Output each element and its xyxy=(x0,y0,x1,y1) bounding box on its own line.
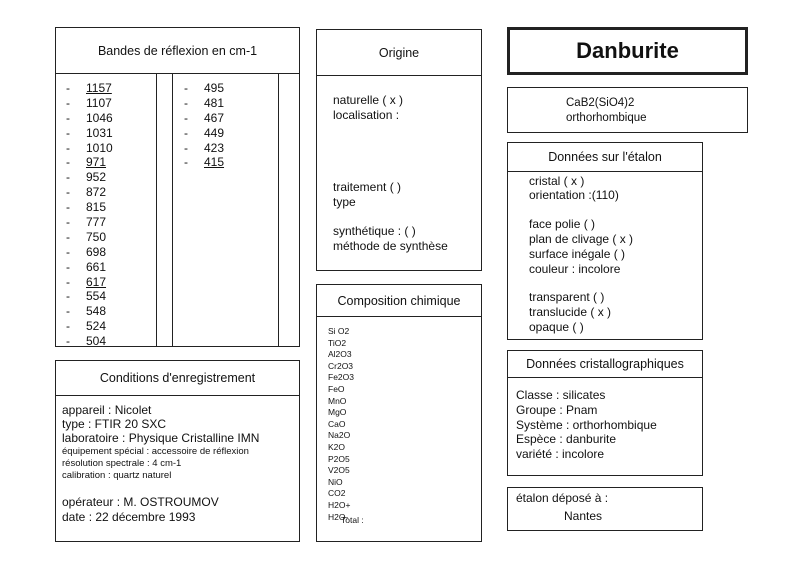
band-dash: - xyxy=(66,319,70,334)
depot-box xyxy=(507,487,703,531)
composition-item: CO2 xyxy=(328,488,346,499)
classe-field: Classe : silicates xyxy=(516,388,606,402)
band-dash: - xyxy=(184,95,188,110)
traitement-field: traitement ( ) xyxy=(333,180,402,194)
title-box xyxy=(507,27,748,75)
reflexion-band xyxy=(66,126,113,141)
total-label: Total : xyxy=(341,515,364,525)
reflexion-band xyxy=(66,289,113,304)
reflexion-band xyxy=(66,96,113,111)
date-field: date : 22 décembre 1993 xyxy=(62,510,196,524)
reflexion-band xyxy=(66,200,113,215)
reflexion-band xyxy=(66,260,113,275)
methode-field: méthode de synthèse xyxy=(333,239,448,253)
conditions-header: Conditions d'enregistrement xyxy=(56,361,299,396)
systeme-field: Système : orthorhombique xyxy=(516,418,657,432)
composition-item: CaO xyxy=(328,418,346,429)
band-dash: - xyxy=(66,229,70,244)
band-dash: - xyxy=(66,110,70,125)
composition-box xyxy=(316,284,482,542)
band-value: 481 xyxy=(204,95,225,110)
reflexion-band xyxy=(66,215,113,230)
etalon-header: Données sur l'étalon xyxy=(508,143,702,172)
column-divider xyxy=(156,74,157,346)
laboratoire-field: laboratoire : Physique Cristalline IMN xyxy=(62,431,260,445)
band-value: 872 xyxy=(86,185,107,200)
composition-item: V2O5 xyxy=(328,465,350,476)
band-dash: - xyxy=(184,81,188,95)
naturelle-field: naturelle ( x ) xyxy=(333,93,404,107)
type-field: type : FTIR 20 SXC xyxy=(62,417,167,431)
transparent-field: transparent ( ) xyxy=(529,290,605,304)
band-value: 815 xyxy=(86,200,107,215)
band-dash: - xyxy=(66,274,70,289)
band-dash: - xyxy=(184,110,188,125)
mineral-title: Danburite xyxy=(576,38,679,63)
column-divider xyxy=(278,74,279,346)
band-value: 971 xyxy=(86,155,107,170)
band-value: 449 xyxy=(204,125,225,140)
composition-item: FeO xyxy=(328,383,345,394)
reflexion-band xyxy=(66,185,113,200)
face-field: face polie ( ) xyxy=(529,217,596,231)
band-dash: - xyxy=(66,289,70,304)
chemical-formula: CaB2(SiO4)2 xyxy=(566,97,635,109)
composition-item: Fe2O3 xyxy=(328,372,354,383)
band-value: 548 xyxy=(86,304,107,319)
groupe-field: Groupe : Pnam xyxy=(516,403,598,417)
type-field: type xyxy=(333,195,356,209)
band-value: 750 xyxy=(86,229,107,244)
band-dash: - xyxy=(66,125,70,140)
reflexion-band xyxy=(66,304,113,319)
crystal-system: orthorhombique xyxy=(566,112,647,124)
composition-list xyxy=(328,326,354,523)
composition-item: MgO xyxy=(328,407,347,418)
band-dash: - xyxy=(66,200,70,215)
reflexion-band xyxy=(66,81,113,96)
composition-item: Na2O xyxy=(328,430,351,441)
composition-item: Al2O3 xyxy=(328,349,352,360)
composition-item: H2O+ xyxy=(328,499,351,510)
composition-item: P2O5 xyxy=(328,453,350,464)
espece-field: Espèce : danburite xyxy=(516,432,617,446)
synthetique-field: synthétique : ( ) xyxy=(333,224,416,238)
band-value: 1010 xyxy=(86,140,113,155)
band-dash: - xyxy=(66,155,70,170)
band-dash: - xyxy=(184,125,188,140)
reflexion-header: Bandes de réflexion en cm-1 xyxy=(56,28,299,74)
reflexion-band xyxy=(66,245,113,260)
band-dash: - xyxy=(66,140,70,155)
band-value: 1107 xyxy=(86,95,112,110)
etalon-box xyxy=(507,142,703,340)
band-value: 467 xyxy=(204,110,225,125)
band-dash: - xyxy=(66,215,70,230)
reflexion-band xyxy=(66,111,113,126)
band-value: 952 xyxy=(86,170,107,185)
composition-header: Composition chimique xyxy=(317,285,481,317)
band-dash: - xyxy=(66,334,70,349)
band-value: 698 xyxy=(86,244,107,259)
equipement-field: équipement spécial : accessoire de réflexion xyxy=(62,446,249,457)
reflexion-band xyxy=(66,275,113,290)
reflexion-band xyxy=(184,141,224,156)
cristallo-header: Données cristallographiques xyxy=(508,351,702,378)
couleur-field: couleur : incolore xyxy=(529,262,621,276)
reflexion-band xyxy=(66,155,113,170)
cristal-field: cristal ( x ) xyxy=(529,174,585,188)
band-dash: - xyxy=(66,259,70,274)
band-dash: - xyxy=(66,95,70,110)
reflexion-band xyxy=(184,96,224,111)
origine-box xyxy=(316,29,482,271)
band-value: 1046 xyxy=(86,110,113,125)
band-value: 495 xyxy=(204,81,225,95)
reflexion-list-1 xyxy=(66,81,113,349)
operateur-field: opérateur : M. OSTROUMOV xyxy=(62,495,219,509)
clivage-field: plan de clivage ( x ) xyxy=(529,232,634,246)
composition-item: K2O xyxy=(328,441,346,452)
reflexion-band xyxy=(184,126,224,141)
depot-label: étalon déposé à : xyxy=(516,491,609,505)
band-value: 504 xyxy=(86,334,107,349)
composition-item: Cr2O3 xyxy=(328,360,354,371)
composition-item: Si O2 xyxy=(328,326,350,336)
composition-item: MnO xyxy=(328,395,347,406)
reflexion-band xyxy=(66,170,113,185)
reflexion-band xyxy=(66,334,113,349)
resolution-field: résolution spectrale : 4 cm-1 xyxy=(62,458,182,469)
composition-item: H2O- xyxy=(328,511,349,522)
band-value: 1157 xyxy=(86,81,112,95)
reflexion-band xyxy=(184,111,224,126)
band-dash: - xyxy=(184,140,188,155)
band-dash: - xyxy=(184,155,188,170)
band-dash: - xyxy=(66,81,70,95)
band-value: 777 xyxy=(86,215,107,230)
band-value: 617 xyxy=(86,274,107,289)
band-value: 1031 xyxy=(86,125,113,140)
composition-item: NiO xyxy=(328,476,343,487)
cristallo-box xyxy=(507,350,703,476)
column-divider xyxy=(172,74,173,346)
calibration-field: calibration : quartz naturel xyxy=(62,470,172,481)
band-dash: - xyxy=(66,185,70,200)
appareil-field: appareil : Nicolet xyxy=(62,403,152,417)
reflexion-band xyxy=(184,81,224,96)
translucide-field: translucide ( x ) xyxy=(529,305,612,319)
opaque-field: opaque ( ) xyxy=(529,320,584,334)
reflexion-box xyxy=(55,27,300,347)
origine-header: Origine xyxy=(317,30,481,76)
reflexion-band xyxy=(66,141,113,156)
band-dash: - xyxy=(66,304,70,319)
composition-item: TiO2 xyxy=(328,337,347,348)
band-value: 423 xyxy=(204,140,225,155)
band-value: 524 xyxy=(86,319,107,334)
orientation-field: orientation :(110) xyxy=(529,188,619,202)
conditions-box xyxy=(55,360,300,542)
variete-field: variété : incolore xyxy=(516,447,605,461)
band-dash: - xyxy=(66,244,70,259)
band-value: 554 xyxy=(86,289,107,304)
reflexion-list-2 xyxy=(184,81,224,170)
depot-lieu: Nantes xyxy=(564,509,603,523)
localisation-field: localisation : xyxy=(333,108,400,122)
reflexion-band xyxy=(66,319,113,334)
formula-box xyxy=(507,87,748,133)
reflexion-band xyxy=(184,155,224,170)
surface-field: surface inégale ( ) xyxy=(529,247,626,261)
band-value: 661 xyxy=(86,259,107,274)
band-dash: - xyxy=(66,170,70,185)
band-value: 415 xyxy=(204,155,225,170)
reflexion-band xyxy=(66,230,113,245)
